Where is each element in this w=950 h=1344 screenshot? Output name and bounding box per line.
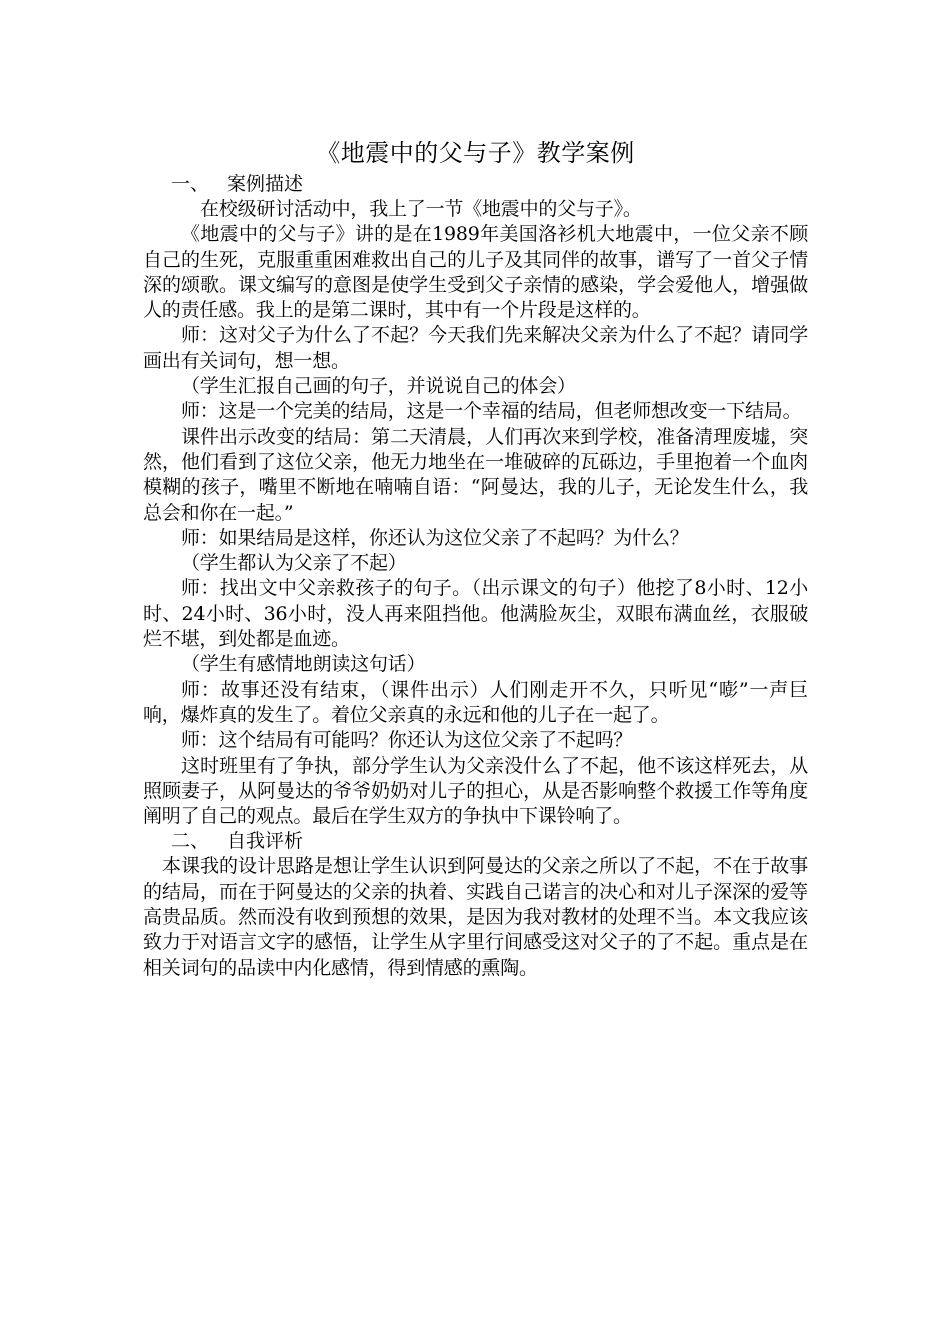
section-heading-self-evaluation <box>143 829 808 854</box>
section-number: 二、 <box>171 830 210 853</box>
paragraph: 《地震中的父与子》讲的是在1989年美国洛衫机大地震中，一位父亲不顾自己的生死，克服重重困难救出自己的儿子及其同伴的故事，谱写了一首父子情深的颂歌。课文编写的意图是使学生受到父子亲情的感染，学会爱他人，增强做人的责任感。我上的是第二课时，其中有一个片段是这样的。 <box>143 223 808 322</box>
section-heading-case-description <box>143 172 808 197</box>
section-title: 案例描述 <box>227 173 304 195</box>
paragraph: 师：找出文中父亲救孩子的句子。（出示课文的句子）他挖了8小时、12小时、24小时、36小时，没人再来阻挡他。他满脸灰尘，双眼布满血丝，衣服破烂不堪，到处都是血迹。 <box>143 577 808 651</box>
document-title: 《地震中的父与子》教学案例 <box>316 139 635 167</box>
paragraph: 本课我的设计思路是想让学生认识到阿曼达的父亲之所以了不起，不在于故事的结局，而在于阿曼达的父亲的执着、实践自己诺言的决心和对儿子深深的爱等高贵品质。然而没有收到预想的效果，是因为我对教材的处理不当。本文我应该致力于对语言文字的感悟，让学生从字里行间感受这对父子的了不起。重点是在相关词句的品读中内化感情，得到情感的熏陶。 <box>143 855 808 979</box>
paragraph: 这时班里有了争执，部分学生认为父亲没什么了不起，他不该这样死去，从照顾妻子，从阿曼达的爷爷奶奶对儿子的担心，从是否影响整个救援工作等角度阐明了自己的观点。最后在学生双方的争执中下课铃响了。 <box>143 754 808 828</box>
paragraph: （学生都认为父亲了不起） <box>181 552 407 575</box>
section-title: 自我评析 <box>227 830 304 853</box>
section-number: 一、 <box>171 173 210 195</box>
paragraph: （学生有感情地朗读这句话） <box>181 653 426 676</box>
paragraph: （学生汇报自己画的句子，并说说自己的体会） <box>181 375 576 398</box>
document-body <box>143 136 808 981</box>
paragraph: 在校级研讨活动中，我上了一节《地震中的父与子》。 <box>200 198 642 220</box>
paragraph: 课件出示改变的结局：第二天清晨，人们再次来到学校，准备清理废墟，突然，他们看到了这位父亲，他无力地坐在一堆破碎的瓦砾边，手里抱着一个血肉模糊的孩子，嘴里不断地在喃喃自语：“阿曼达，我的儿子，无论发生什么，我总会和你在一起。” <box>143 425 808 524</box>
paragraph: 师：故事还没有结束，（课件出示）人们刚走开不久，只听见“嘭”一声巨响，爆炸真的发生了。着位父亲真的永远和他的儿子在一起了。 <box>143 678 808 726</box>
paragraph: 师：这是一个完美的结局，这是一个幸福的结局，但老师想改变一下结局。 <box>181 400 802 423</box>
paragraph: 师：如果结局是这样，你还认为这位父亲了不起吗？为什么？ <box>181 526 689 549</box>
paragraph: 师：这个结局有可能吗？你还认为这位父亲了不起吗？ <box>181 729 633 752</box>
paragraph: 师：这对父子为什么了不起？今天我们先来解决父亲为什么了不起？请同学画出有关词句，想一想。 <box>143 324 808 372</box>
